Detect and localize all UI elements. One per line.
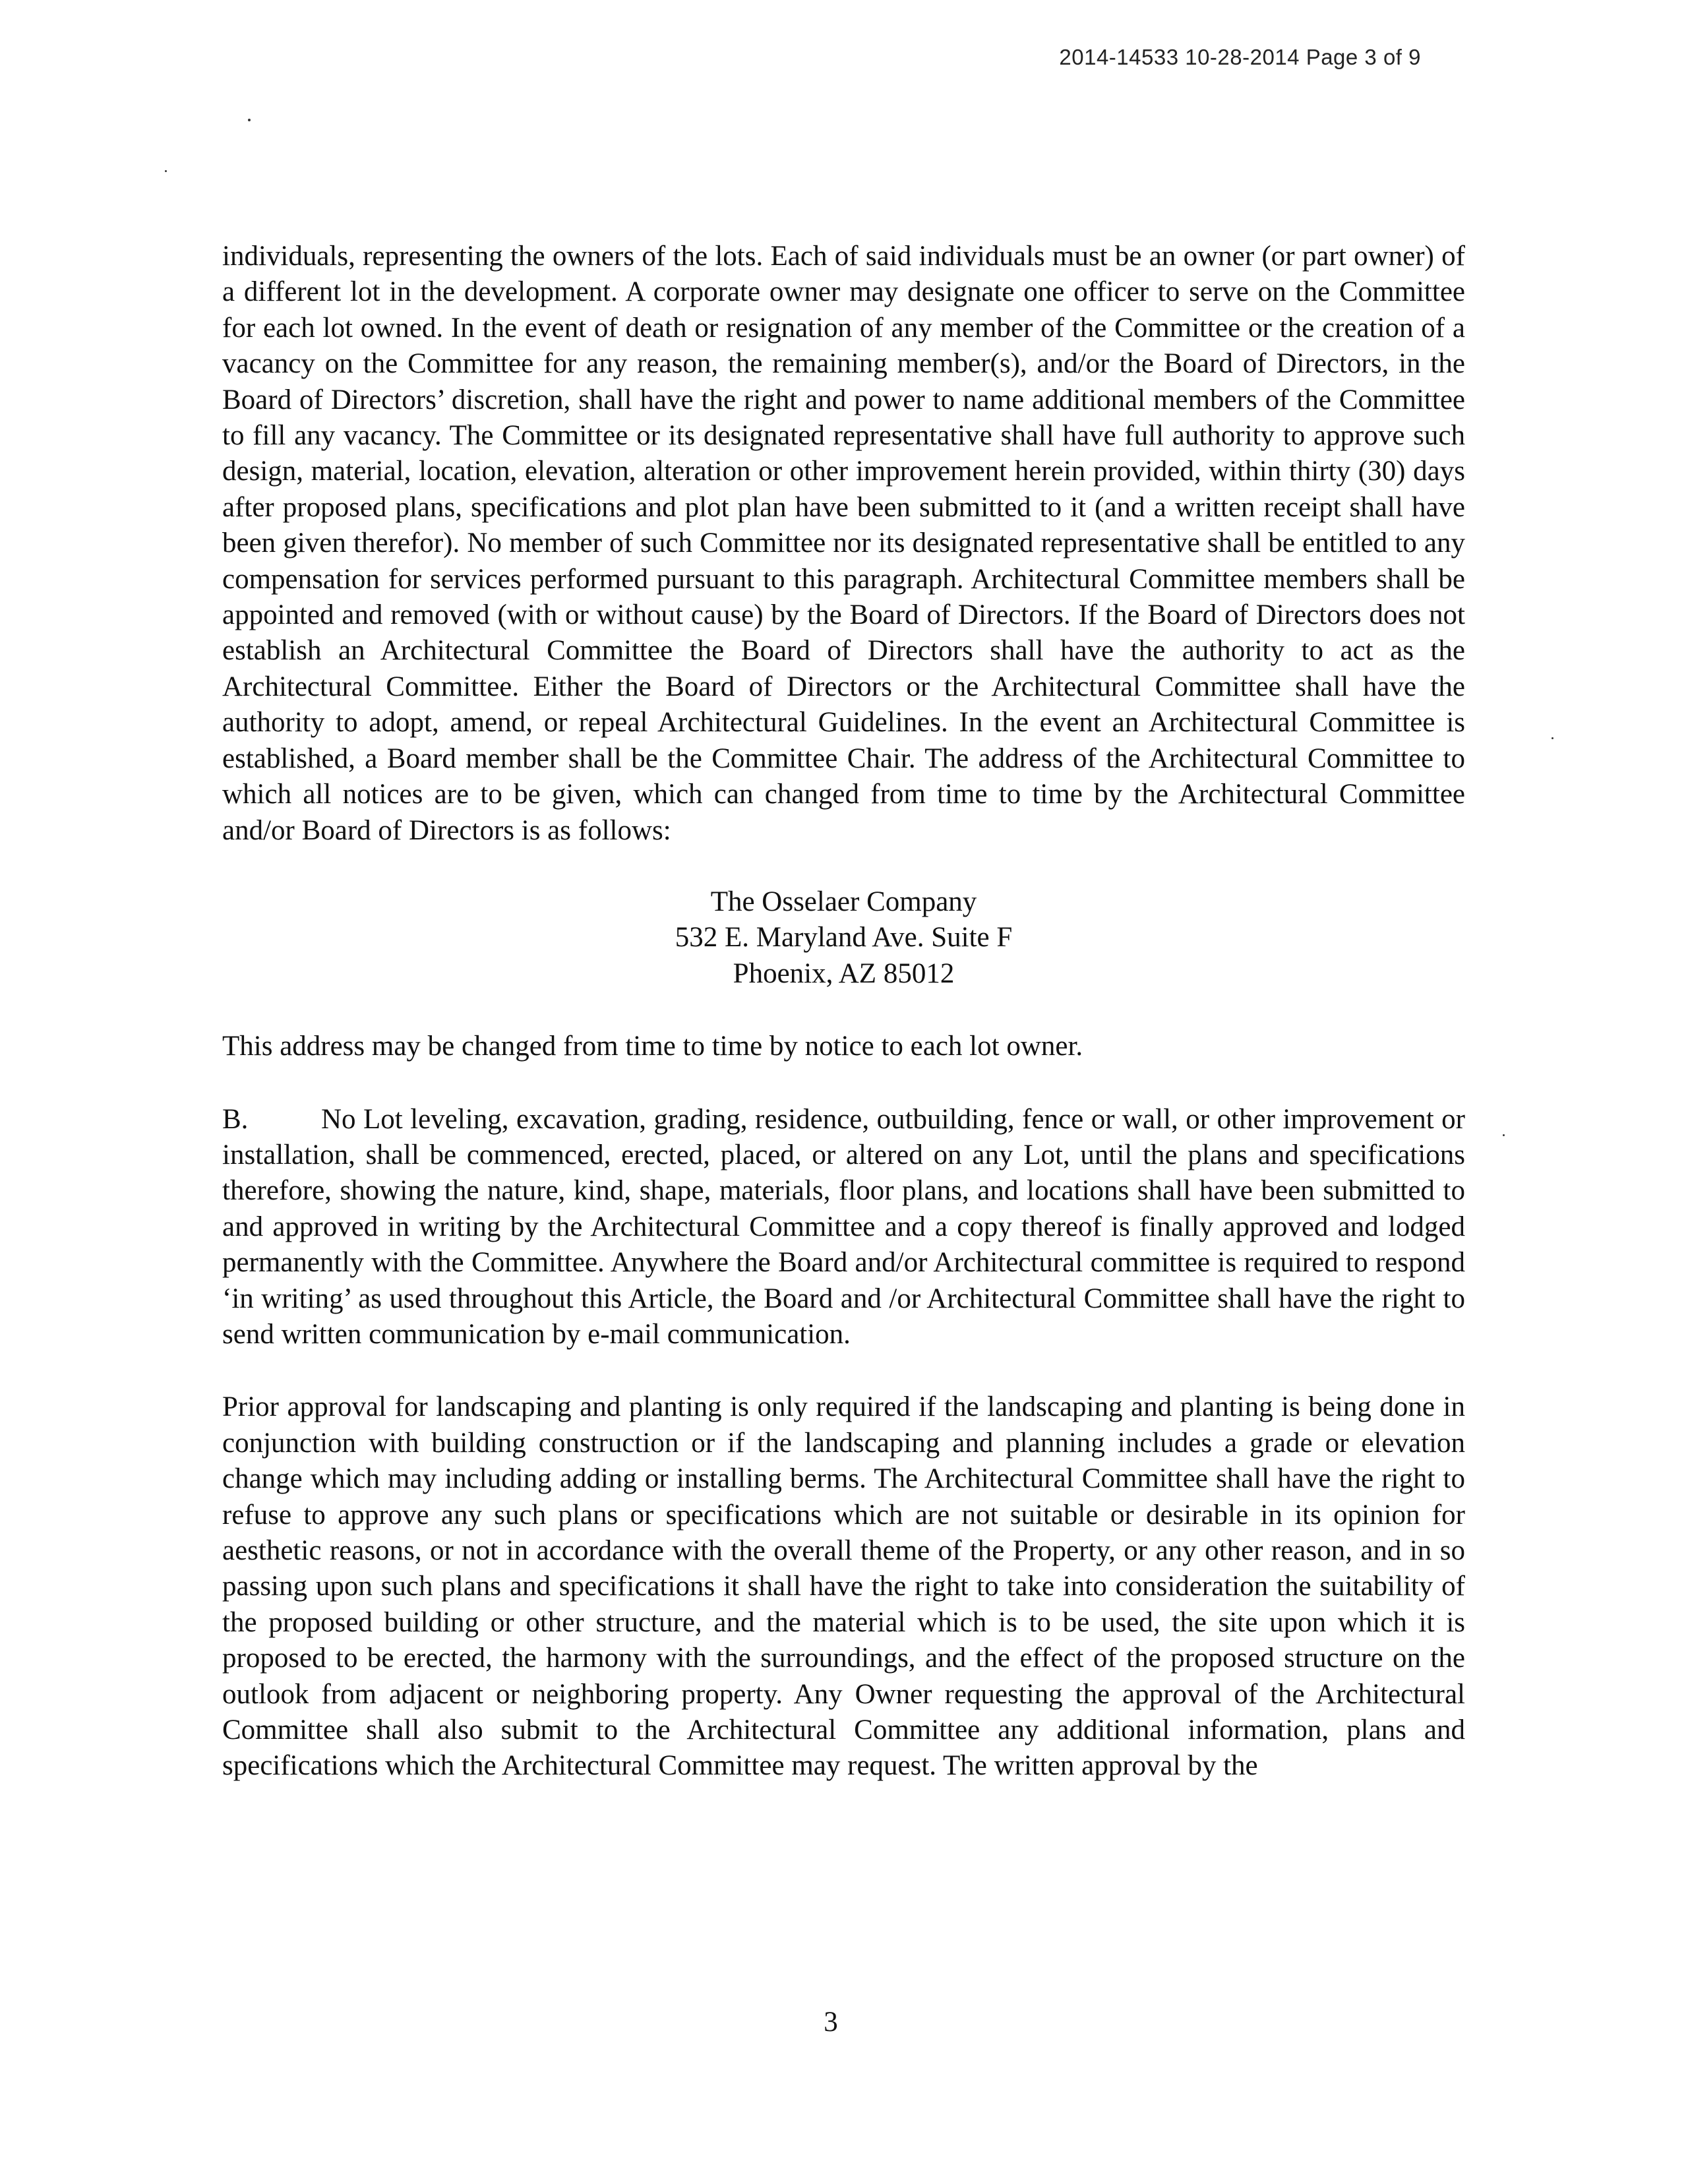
scan-speck (165, 170, 167, 172)
address-line-2: 532 E. Maryland Ave. Suite F (675, 922, 1013, 954)
recording-stamp: 2014-14533 10-28-2014 Page 3 of 9 (1059, 45, 1421, 69)
paragraph-committee-continuation: individuals, representing the owners of the lots. Each of said individuals must be an owner (or part owner) of a different lot in the development. A corporate owner may designate one officer to serve on the Committee for each lot owned. In the event of death or resignation of any member of the Committee or the creation of a vacancy on the Committee for any reason, the remaining member(s), and/or the Board of Directors, in the Board of Directors’ discretion, shall have the right and power to name additional members of the Committee to fill any vacancy. The Committee or its designated representative shall have full authority to approve such design, material, location, elevation, alteration or other improvement herein provided, within thirty (30) days after proposed plans, specifications and plot plan have been submitted to it (and a written receipt shall have been given therefor). No member of such Committee nor its designated representative shall be entitled to any compensation for services performed pursuant to this paragraph. Architectural Committee members shall be appointed and removed (with or without cause) by the Board of Directors. If the Board of Directors does not establish an Architectural Committee the Board of Directors shall have the authority to act as the Architectural Committee. Either the Board of Directors or the Architectural Committee shall have the authority to adopt, amend, or repeal Architectural Guidelines. In the event an Architectural Committee is established, a Board member shall be the Committee Chair. The address of the Architectural Committee to which all notices are to be given, which can changed from time to time by the Architectural Committee and/or Board of Directors is as follows: (222, 241, 1465, 846)
scan-speck (1503, 1134, 1505, 1136)
address-change-note: This address may be changed from time to time by notice to each lot owner. (222, 1031, 1083, 1062)
scan-speck (1552, 737, 1553, 739)
section-b-text: No Lot leveling, excavation, grading, residence, outbuilding, fence or wall, or other improvement or installation, shall be commenced, erected, placed, or altered on any Lot, until the plans and specifications therefore, showing the nature, kind, shape, materials, floor plans, and locations shall have been submitted to and approved in writing by the Architectural Committee and a copy thereof is finally approved and lodged permanently with the Committee. Anywhere the Board and/or Architectural committee is required to respond ‘in writing’ as used throughout this Article, the Board and /or Architectural Committee shall have the right to send written communication by e-mail communication. (222, 1103, 1465, 1350)
section-b-label: B. (222, 1103, 249, 1135)
paragraph-landscaping: Prior approval for landscaping and planting is only required if the landscaping and planting is being done in conjunction with building construction or if the landscaping and planning includes a grade or elevation change which may including adding or installing berms. The Architectural Committee shall have the right to refuse to approve any such plans or specifications which are not suitable or desirable in its opinion for aesthetic reasons, or not in accordance with the overall theme of the Property, or any other reason, and in so passing upon such plans and specifications it shall have the right to take into consideration the suitability of the proposed building or other structure, and the material which is to be used, the site upon which it is proposed to be erected, the harmony with the surroundings, and the effect of the proposed structure on the outlook from adjacent or neighboring property. Any Owner requesting the approval of the Architectural Committee shall also submit to the Architectural Committee any additional information, plans and specifications which the Architectural Committee may request. The written approval by the (222, 1391, 1465, 1782)
scan-speck (248, 119, 251, 121)
address-line-3: Phoenix, AZ 85012 (733, 957, 955, 989)
document-body (222, 239, 1465, 1784)
address-line-1: The Osselaer Company (710, 886, 977, 917)
page-number: 3 (824, 2007, 838, 2038)
committee-address-block (222, 884, 1465, 992)
paragraph-section-b (222, 1102, 1465, 1353)
